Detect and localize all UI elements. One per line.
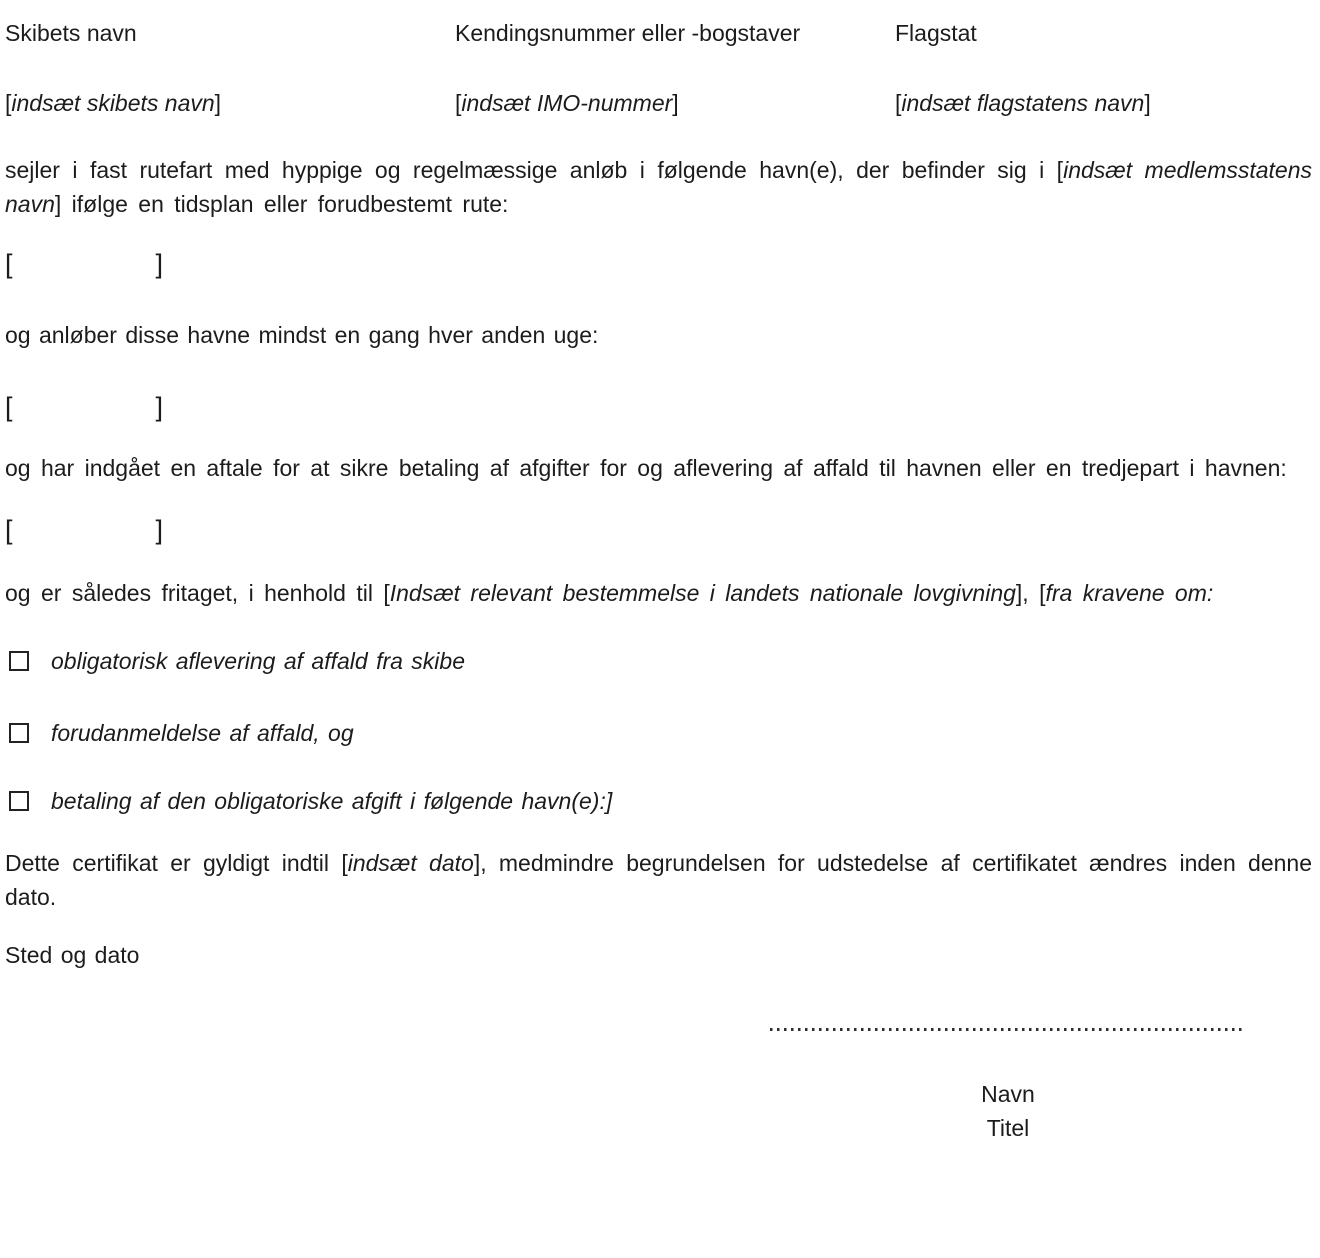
bracket-close: ] [1144, 90, 1151, 116]
placeholder-text: indsæt skibets navn [11, 90, 215, 116]
field-label-identification-number: Kendingsnummer eller -bogstaver [455, 20, 801, 46]
field-label-flag-state: Flagstat [895, 20, 977, 46]
paragraph-validity: Dette certifikat er gyldigt indtil [indsæt dato], medmindre begrundelsen for udstedelse af certifikatet ændres inden denne dato. [5, 850, 1312, 910]
checkbox-icon[interactable] [9, 651, 29, 671]
checkbox-icon[interactable] [9, 791, 29, 811]
ports-fill-in-field-2 [5, 390, 1312, 424]
checkbox-item-mandatory-fee [5, 784, 1312, 818]
signature-title-label: Titel [986, 1115, 1030, 1141]
checkbox-item-advance-notification [5, 716, 1312, 750]
bracket-close: ] [155, 249, 164, 279]
signature-dotted-line [770, 1028, 1246, 1031]
bracket-open: [ [5, 515, 13, 545]
checkbox-item-waste-delivery [5, 644, 1312, 678]
ports-fill-in-field-3 [5, 513, 1312, 547]
bracket-open: [ [5, 249, 13, 279]
bracket-close: ] [214, 90, 222, 116]
placeholder-text: indsæt flagstatens navn [901, 90, 1145, 116]
paragraph-exemption: og er således fritaget, i henhold til [Indsæt relevant bestemmelse i landets nationale lovgivning], [fra kravene om: [5, 580, 1214, 606]
checkbox-label: obligatorisk aflevering af affald fra skibe [51, 648, 465, 674]
bracket-close: ] [155, 392, 164, 422]
checkbox-icon[interactable] [9, 723, 29, 743]
field-placeholder-ship-name [5, 86, 455, 120]
bracket-close: ] [672, 90, 679, 116]
bracket-open: [ [5, 90, 12, 116]
paragraph-biweekly-calls: og anløber disse havne mindst en gang hver anden uge: [5, 322, 599, 348]
ports-fill-in-field-1 [5, 247, 1312, 281]
bracket-open: [ [5, 392, 13, 422]
field-label-ship-name: Skibets navn [5, 20, 137, 46]
signature-block [770, 1028, 1246, 1145]
signature-name-label: Navn [981, 1081, 1035, 1107]
checkbox-label: betaling af den obligatoriske afgift i følgende havn(e):] [51, 788, 613, 814]
bracket-open: [ [895, 90, 902, 116]
bracket-close: ] [155, 515, 164, 545]
paragraph-fixed-route: sejler i fast rutefart med hyppige og regelmæssige anløb i følgende havn(e), der befinder sig i [indsæt medlemsstatens navn] ifølge en tidsplan eller forudbestemt rute: [5, 157, 1313, 217]
label-place-and-date: Sted og dato [5, 942, 140, 968]
field-placeholder-flag-state [895, 86, 1312, 120]
checkbox-label: forudanmeldelse af affald, og [51, 720, 354, 746]
field-placeholder-imo-number [455, 86, 895, 120]
bracket-open: [ [455, 90, 462, 116]
ship-info-header [5, 16, 1312, 120]
placeholder-text: indsæt IMO-nummer [461, 90, 673, 116]
paragraph-fee-agreement: og har indgået en aftale for at sikre betaling af afgifter for og aflevering af affald til havnen eller en tredjepart i havnen: [5, 455, 1287, 481]
